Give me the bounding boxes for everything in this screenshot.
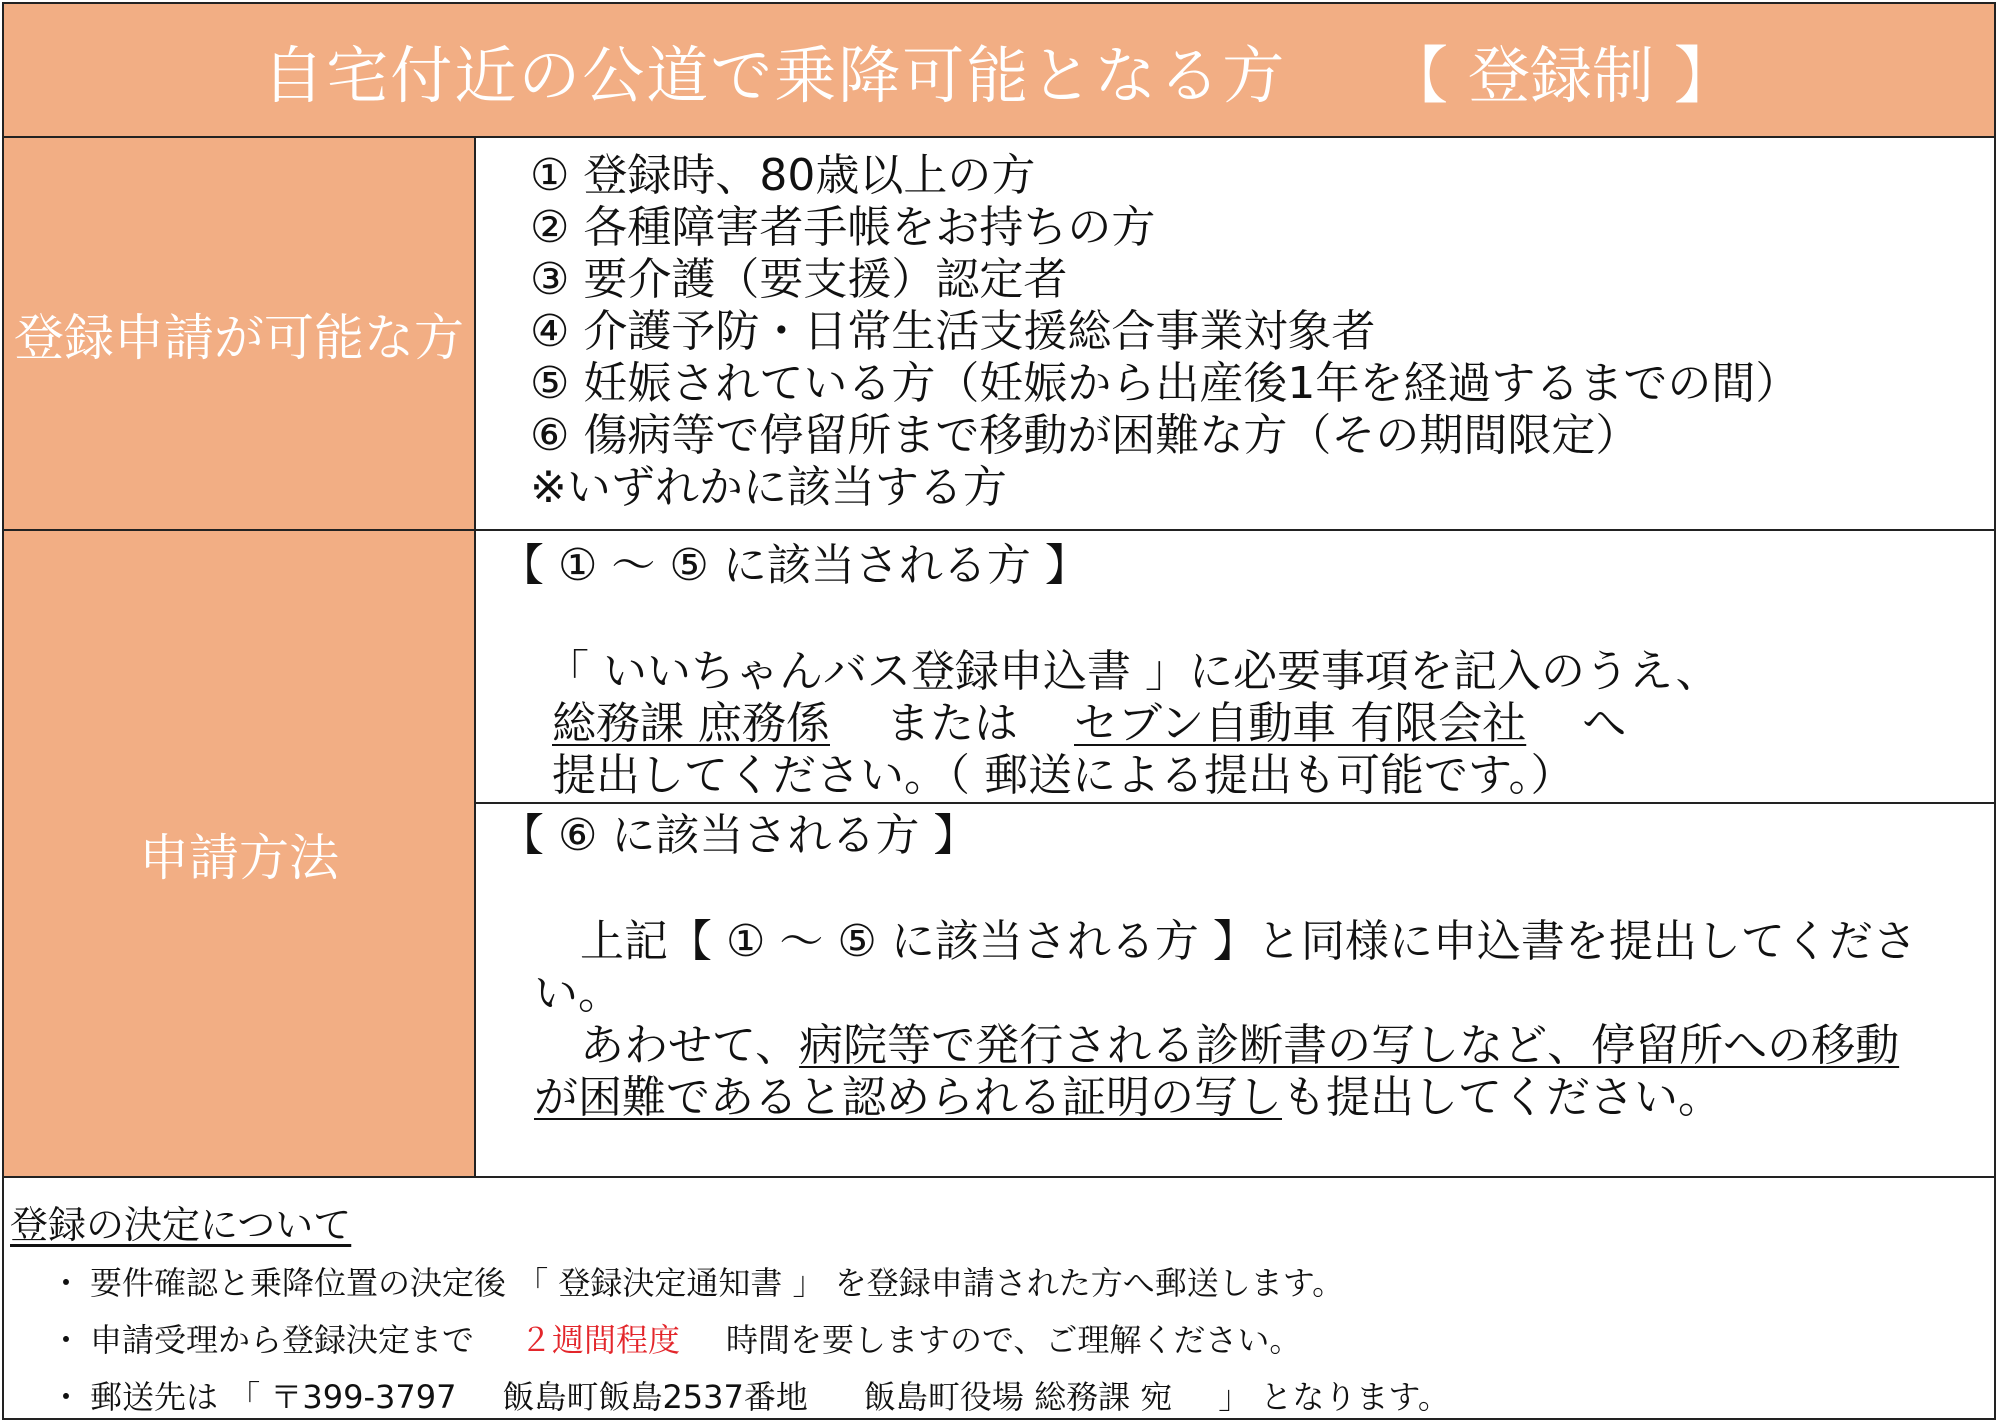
mailing-recipient: 飯島町役場 総務課 宛 <box>863 1378 1173 1416</box>
processing-period: ２週間程度 <box>520 1321 681 1359</box>
page-title: 自宅付近の公道で乗降可能となる方 <box>262 38 1287 112</box>
eligibility-item: ① 登録時、80歳以上の方 <box>530 150 1036 201</box>
note-text: 要件確認と乗降位置の決定後 「 登録決定通知書 」 を登録申請された方へ郵送します。 <box>90 1264 1345 1302</box>
bullet: ・ <box>50 1321 83 1359</box>
notes-divider <box>4 1176 1994 1178</box>
eligibility-item: ④ 介護予防・日常生活支援総合事業対象者 <box>530 306 1376 357</box>
bullet: ・ <box>50 1378 83 1416</box>
mailing-postcode: 郵送先は 「 〒399-3797 <box>90 1378 457 1416</box>
eligibility-label-cell <box>4 138 474 531</box>
note-item <box>10 1312 1970 1369</box>
method-section-6 <box>500 810 1980 1124</box>
note-item <box>10 1255 1970 1312</box>
para-lead: あわせて、 <box>580 1020 800 1071</box>
section-heading: 【 ⑥ に該当される方 】 <box>500 810 978 861</box>
row-divider <box>4 529 1994 531</box>
instruction-line: 提出してください。（ 郵送による提出も可能です。） <box>552 750 1575 801</box>
method-label: 申請方法 <box>139 828 339 887</box>
eligibility-label: 登録申請が可能な方 <box>14 308 464 367</box>
title-band <box>4 4 1994 138</box>
eligibility-item: ⑤ 妊娠されている方（妊娠から出産後1年を経過するまでの間） <box>530 358 1800 409</box>
certificate-paragraph <box>500 1020 1934 1124</box>
to-text: へ <box>1582 698 1627 749</box>
certificate-requirement: 病院等で発行される診断書の写しなど、停留所への移動が困難であると認められる証明の写し <box>534 1020 1900 1123</box>
eligibility-item: ③ 要介護（要支援）認定者 <box>530 254 1068 305</box>
submission-offices <box>500 698 1980 750</box>
office-general-affairs: 総務課 庶務係 <box>552 698 830 749</box>
notes-title: 登録の決定について <box>10 1203 352 1247</box>
registration-notes <box>10 1195 1970 1426</box>
bullet: ・ <box>50 1264 83 1302</box>
note-item <box>10 1369 1970 1426</box>
method-section-1-5 <box>500 540 1980 802</box>
mailing-address: 飯島町飯島2537番地 <box>502 1378 808 1416</box>
office-seven-motors: セブン自動車 有限会社 <box>1074 698 1527 749</box>
note-text: 時間を要しますので、ご理解ください。 <box>726 1321 1302 1359</box>
eligibility-item: ② 各種障害者手帳をお持ちの方 <box>530 202 1156 253</box>
registration-tag: 【 登録制 】 <box>1386 38 1736 112</box>
eligibility-item: ⑥ 傷病等で停留所まで移動が困難な方（その期間限定） <box>530 410 1640 461</box>
method-section-divider <box>476 802 1994 804</box>
note-text: 」 となります。 <box>1218 1378 1450 1416</box>
method-label-cell <box>4 531 474 1176</box>
instruction-line: 「 いいちゃんバス登録申込書 」に必要事項を記入のうえ、 <box>545 646 1720 697</box>
instruction-paragraph: 上記【 ① ～ ⑤ に該当される方 】と同様に申込書を提出してください。 <box>534 916 1917 1019</box>
note-text: 申請受理から登録決定まで <box>90 1321 475 1359</box>
column-divider <box>474 136 476 1177</box>
eligibility-note: ※いずれかに該当する方 <box>530 462 1007 513</box>
section-heading: 【 ① ～ ⑤ に該当される方 】 <box>500 540 1089 591</box>
eligibility-list <box>530 150 1799 514</box>
para-tail: も提出してください。 <box>1282 1072 1722 1123</box>
or-text: または <box>886 698 1018 749</box>
